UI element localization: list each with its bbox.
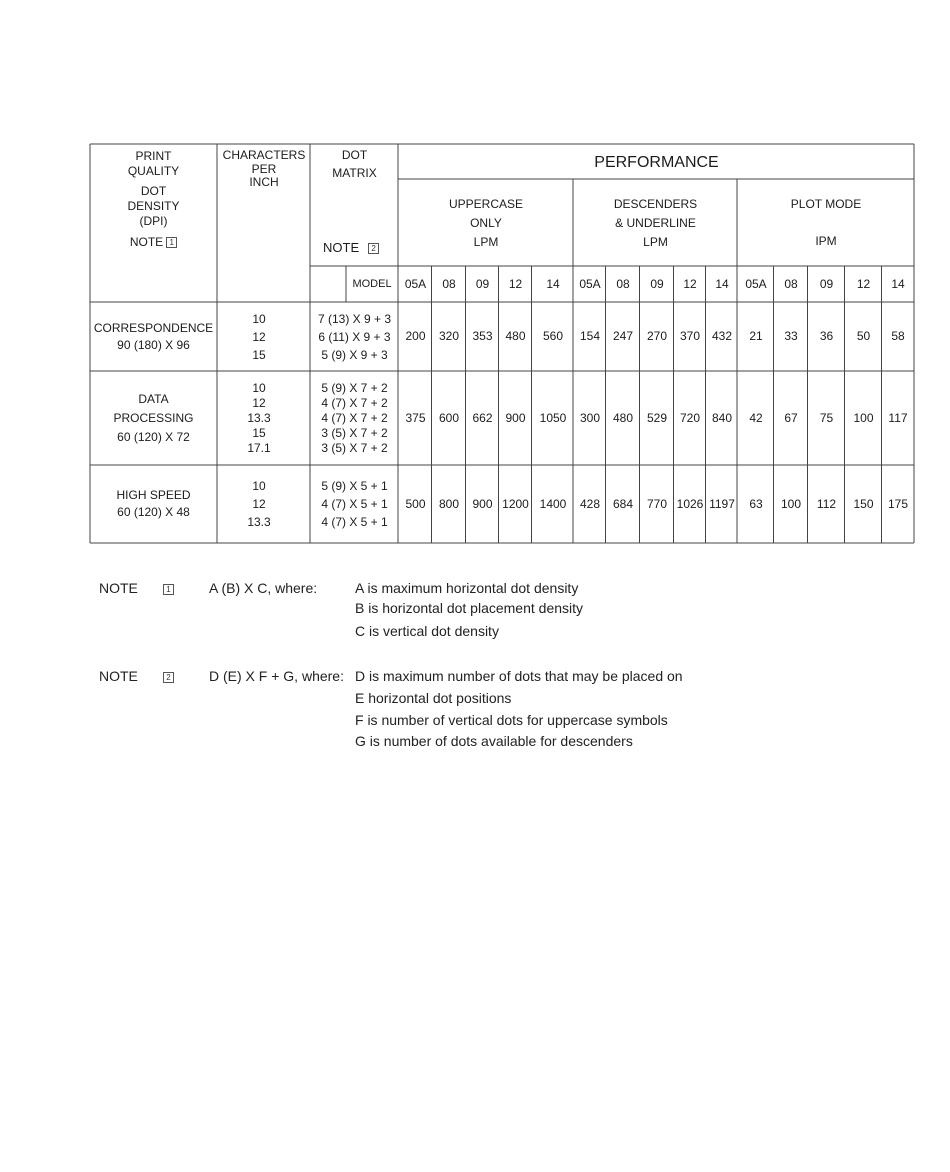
note-1-line: C is vertical dot density [355,623,499,639]
dot-matrix-cell-line: 5 (9) X 5 + 1 [321,479,388,493]
dot-matrix-cell-line: 3 (5) X 7 + 2 [321,440,388,455]
header-plot-mode-line: PLOT MODE [790,197,862,211]
performance-value: 432 [711,329,733,343]
performance-value: 154 [579,329,601,343]
note-1-line: B is horizontal dot placement density [355,600,584,616]
performance-value: 720 [679,410,701,425]
print-quality-cell-line: PROCESSING [113,410,194,425]
note-label: NOTE [99,668,138,684]
header-dot-density-line: DENSITY [127,199,180,213]
note-label: NOTE [323,240,360,255]
cpi-cell-line: 12 [252,497,266,511]
model-header-cell: 14 [715,277,729,291]
performance-value: 428 [579,496,601,511]
dot-matrix-cell [311,371,398,465]
header-uppercase-only [399,180,573,266]
performance-value: 247 [612,329,634,343]
dot-matrix-cell-line: 7 (13) X 9 + 3 [317,311,392,326]
note-2-line: F is number of vertical dots for uppercase symbols [355,712,668,728]
note-number-box: 1 [166,237,177,248]
cpi-cell-line: 10 [252,311,266,326]
header-dot-matrix-line: DOT [341,148,368,162]
performance-value: 662 [472,410,493,425]
model-header-cell: 05A [745,277,767,291]
header-dot-density-line: DOT [140,184,167,198]
header-dot-matrix [311,146,398,186]
header-plot-mode-line: IPM [815,234,837,248]
print-quality-cell-line: CORRESPONDENCE [93,320,214,335]
print-quality-cell-line: 90 (180) X 96 [117,337,190,352]
cpi-cell [213,465,305,543]
performance-value: 1400 [539,496,567,511]
print-quality-cell-line: DATA [138,391,169,406]
model-header-cell: 14 [546,277,560,291]
cpi-cell-line: 13.3 [247,410,271,425]
note-1-label [99,580,138,596]
performance-value: 1050 [539,410,567,425]
performance-value: 100 [780,496,802,511]
performance-value: 175 [887,496,909,511]
model-header-cell: 08 [784,277,798,291]
model-header-cell: 05A [404,277,427,291]
header-uppercase-line: LPM [473,234,499,249]
print-quality-cell-line: 60 (120) X 72 [117,429,190,444]
performance-value: 33 [784,329,798,343]
header-print-quality [90,146,217,250]
performance-value: 100 [853,410,874,425]
dot-matrix-cell-line: 6 (11) X 9 + 3 [318,329,391,344]
performance-value: 770 [646,496,668,511]
performance-value: 200 [405,329,426,343]
model-header-cell: 08 [442,277,456,291]
model-header-cell: 12 [508,277,523,291]
note-number-box: 2 [368,243,379,254]
dot-matrix-cell-line: 4 (7) X 7 + 2 [321,395,388,410]
model-header-cell: 12 [856,277,871,291]
performance-value: 63 [749,496,763,511]
cpi-cell [213,371,305,465]
note-2-line: E horizontal dot positions [355,690,512,706]
note-label: NOTE [129,235,164,249]
performance-value: 1026 [676,496,704,511]
dot-matrix-cell-line: 4 (7) X 5 + 1 [321,497,388,511]
performance-value: 75 [819,410,834,425]
header-descenders-line: & UNDERLINE [615,215,696,230]
performance-value: 800 [438,496,460,511]
note-2-line: G is number of dots available for descenders [355,733,633,749]
dot-matrix-cell [311,465,398,543]
dot-matrix-cell [311,302,398,371]
header-descenders-line: DESCENDERS [613,196,698,211]
header-plot-mode [738,180,914,266]
header-uppercase-line: UPPERCASE [448,196,524,211]
note-2-label [99,668,138,684]
performance-value: 370 [679,329,701,343]
performance-value: 36 [819,329,834,343]
cpi-cell-line: 17.1 [247,440,271,455]
note-number-box: 2 [163,672,174,683]
performance-value: 500 [405,496,426,511]
print-quality-cell-line: 60 (120) X 48 [117,505,190,519]
header-uppercase-line: ONLY [470,215,502,230]
dot-matrix-cell-line: 5 (9) X 9 + 3 [321,347,388,362]
header-cpi-line: CHARACTERS [222,148,306,162]
performance-value: 480 [612,410,634,425]
performance-value: 560 [542,329,564,343]
note-2-line: D is maximum number of dots that may be placed on [355,668,683,684]
header-print-quality-line: PRINT [135,149,172,163]
header-descenders-line: LPM [643,234,668,249]
header-characters-per-inch [218,146,310,206]
performance-value: 150 [853,496,874,511]
dot-matrix-cell-line: 5 (9) X 7 + 2 [321,380,388,395]
model-header-cell: 08 [616,277,630,291]
model-header-cell: 09 [819,277,834,291]
performance-value: 600 [438,410,460,425]
header-performance-label: PERFORMANCE [594,154,719,171]
print-quality-cell [90,371,217,465]
dot-matrix-cell-line: 3 (5) X 7 + 2 [321,425,388,440]
cpi-cell-line: 10 [252,479,266,493]
performance-value: 900 [472,496,493,511]
print-quality-cell [90,465,217,543]
print-quality-cell-line: HIGH SPEED [116,488,191,502]
dot-matrix-cell-line: 4 (7) X 7 + 2 [321,410,388,425]
performance-value: 1197 [709,496,735,511]
performance-value: 117 [888,410,908,425]
performance-value: 529 [646,410,668,425]
header-cpi-line: PER [251,162,277,176]
cpi-cell-line: 12 [252,329,266,344]
note-1-formula: A (B) X C, where: [209,580,318,596]
performance-value: 300 [579,410,601,425]
header-performance [399,146,914,179]
performance-value: 270 [646,329,668,343]
model-label-text: MODEL [352,278,392,290]
model-header-cell: 12 [683,277,697,291]
cpi-cell-line: 12 [252,395,266,410]
note-2-formula: D (E) X F + G, where: [209,668,344,684]
note-2-mark [163,668,174,684]
note-1-line: A is maximum horizontal dot density [355,580,579,596]
cpi-cell-line: 15 [252,347,266,362]
performance-value: 684 [612,496,634,511]
performance-value: 900 [505,410,526,425]
performance-value: 375 [405,410,426,425]
header-print-quality-line: QUALITY [127,164,180,178]
model-header-cell: 05A [579,277,601,291]
cpi-cell-line: 15 [252,425,266,440]
model-header-cell: 09 [650,277,664,291]
model-header-cell: 14 [891,277,905,291]
header-dot-matrix-line: MATRIX [332,166,377,180]
model-label [346,267,398,302]
print-quality-cell [90,302,217,371]
cpi-cell-line: 13.3 [247,515,271,529]
performance-value: 42 [749,410,763,425]
performance-value: 21 [749,329,763,343]
performance-value: 58 [891,329,905,343]
note-label: NOTE [99,580,138,596]
performance-value: 840 [711,410,733,425]
dot-matrix-cell-line: 4 (7) X 5 + 1 [321,515,388,529]
performance-value: 67 [784,410,798,425]
note-number-box: 1 [163,584,174,595]
performance-value: 112 [816,496,837,511]
performance-value: 320 [438,329,460,343]
performance-value: 50 [856,329,871,343]
header-descenders-underline [574,180,737,266]
header-note-2 [323,240,379,255]
header-dot-density-line: (DPI) [139,214,168,228]
cpi-cell [213,302,305,371]
note-1-mark [163,580,174,596]
performance-value: 1200 [502,496,529,511]
performance-value: 353 [472,329,493,343]
model-header-cell: 09 [475,277,490,291]
header-cpi-line: INCH [249,175,279,189]
cpi-cell-line: 10 [252,380,266,395]
header-note-1 [130,235,177,250]
performance-value: 480 [505,329,526,343]
